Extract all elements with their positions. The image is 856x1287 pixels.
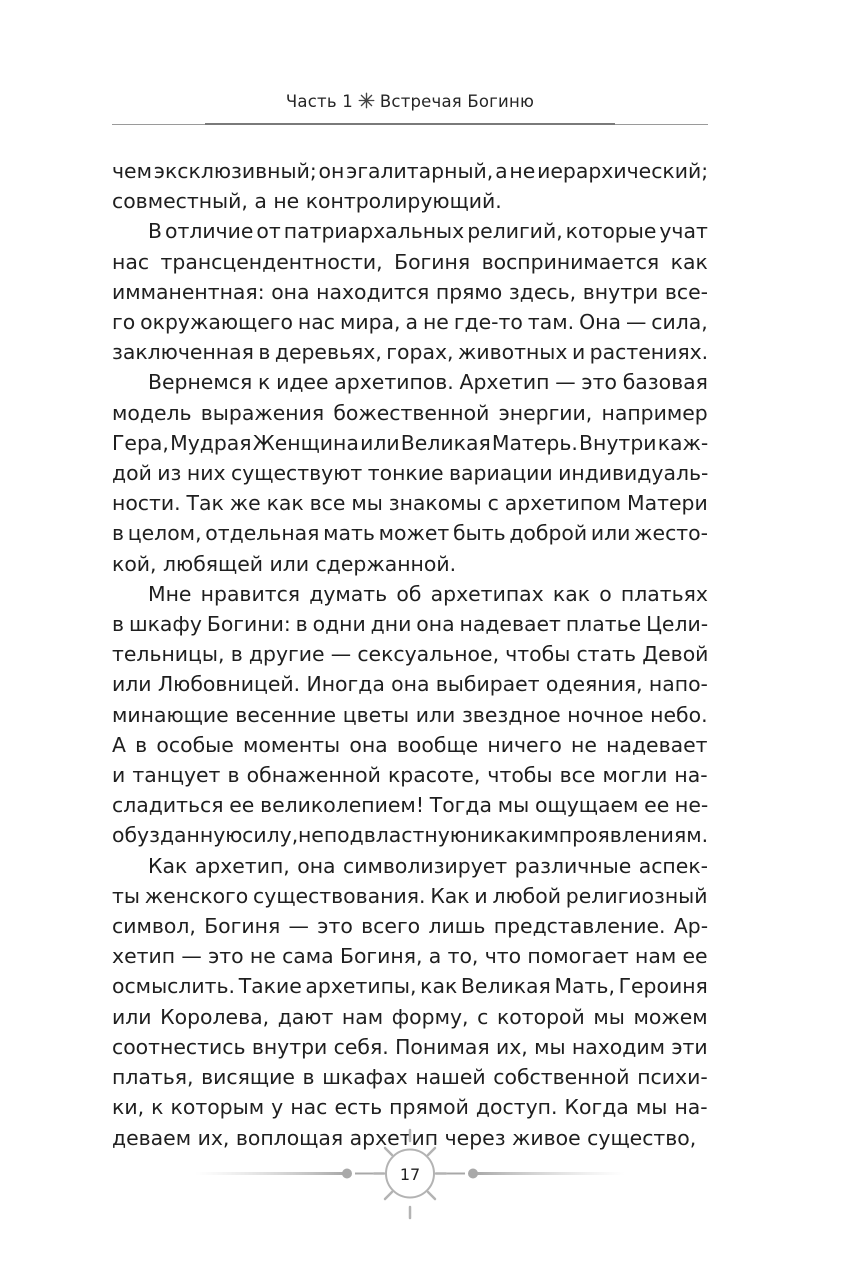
- text-line: или Любовницей. Иногда она выбирает одеяния, напо-: [112, 672, 708, 697]
- body-text: [112, 156, 708, 1153]
- header-rule-accent: [205, 123, 615, 125]
- text-line: деваем их, воплощая архетип через живое существо,: [112, 1125, 697, 1150]
- running-header: [112, 92, 708, 111]
- text-line: А в особые моменты она вообще ничего не надевает: [112, 732, 708, 757]
- text-line: платья, висящие в шкафах нашей собственной психи-: [112, 1065, 708, 1090]
- text-line: го окружающего нас мира, а не где-то там. Она — сила,: [112, 310, 708, 335]
- text-line: осмыслить. Такие архетипы, как Великая Мать, Героиня: [112, 974, 708, 999]
- text-line: В отличие от патриархальных религий, которые учат: [148, 219, 708, 244]
- text-line: ты женского существования. Как и любой религиозный: [112, 883, 708, 908]
- paragraph: [112, 851, 708, 1153]
- header-part: Часть 1: [285, 92, 353, 111]
- text-line: кой, любящей или сдержанной.: [112, 551, 457, 576]
- paragraph: [112, 216, 708, 367]
- text-line: чем эксклюзивный; он эгалитарный, а не иерархический;: [112, 159, 709, 183]
- star-ornament-icon: [358, 92, 375, 109]
- text-line: совместный, а не контролирующий.: [112, 189, 502, 214]
- text-line: дой из них существуют тонкие вариации индивидуаль-: [112, 461, 709, 486]
- text-line: нас трансцендентности, Богиня воспринимается как: [112, 249, 708, 274]
- text-line: хетип — это не сама Богиня, а то, что помогает нам ее: [112, 944, 708, 969]
- header-title: Встречая Богиню: [379, 92, 535, 111]
- text-line: в целом, отдельная мать может быть доброй или жесто-: [112, 521, 708, 546]
- text-line: сладиться ее великолепием! Тогда мы ощущаем ее не-: [112, 793, 709, 818]
- text-line: и танцует в обнаженной красоте, чтобы все могли на-: [112, 763, 708, 788]
- text-line: обузданную силу, неподвластную никаким проявлениям.: [112, 823, 709, 848]
- paragraph: [112, 156, 708, 216]
- text-line: заключенная в деревьях, горах, животных и растениях.: [112, 340, 709, 365]
- text-line: соотнестись внутри себя. Понимая их, мы находим эти: [112, 1034, 708, 1059]
- text-line: модель выражения божественной энергии, например: [112, 400, 708, 425]
- text-line: тельницы, в другие — сексуальное, чтобы стать Девой: [112, 642, 709, 667]
- text-line: или Королева, дают нам форму, с которой мы можем: [112, 1004, 708, 1029]
- text-line: Мне нравится думать об архетипах как о платьях: [148, 581, 708, 606]
- text-line: имманентная: она находится прямо здесь, внутри все-: [112, 279, 709, 304]
- paragraph: [112, 579, 708, 851]
- text-line: Вернемся к идее архетипов. Архетип — это базовая: [148, 370, 708, 395]
- page-number: 17: [399, 1165, 421, 1184]
- page-footer: [195, 1127, 625, 1222]
- text-line: ки, к которым у нас есть прямой доступ. Когда мы на-: [112, 1095, 708, 1120]
- text-line: Как архетип, она символизирует различные аспек-: [148, 853, 708, 878]
- text-line: ности. Так же как все мы знакомы с архетипом Матери: [112, 491, 708, 516]
- text-line: Гера, Мудрая Женщина или Великая Матерь. Внутри каж-: [112, 430, 709, 455]
- paragraph: [112, 367, 708, 578]
- text-line: в шкафу Богини: в одни дни она надевает платье Цели-: [112, 612, 709, 637]
- text-line: символ, Богиня — это всего лишь представление. Ар-: [112, 914, 709, 939]
- text-line: минающие весенние цветы или звездное ночное небо.: [112, 702, 708, 727]
